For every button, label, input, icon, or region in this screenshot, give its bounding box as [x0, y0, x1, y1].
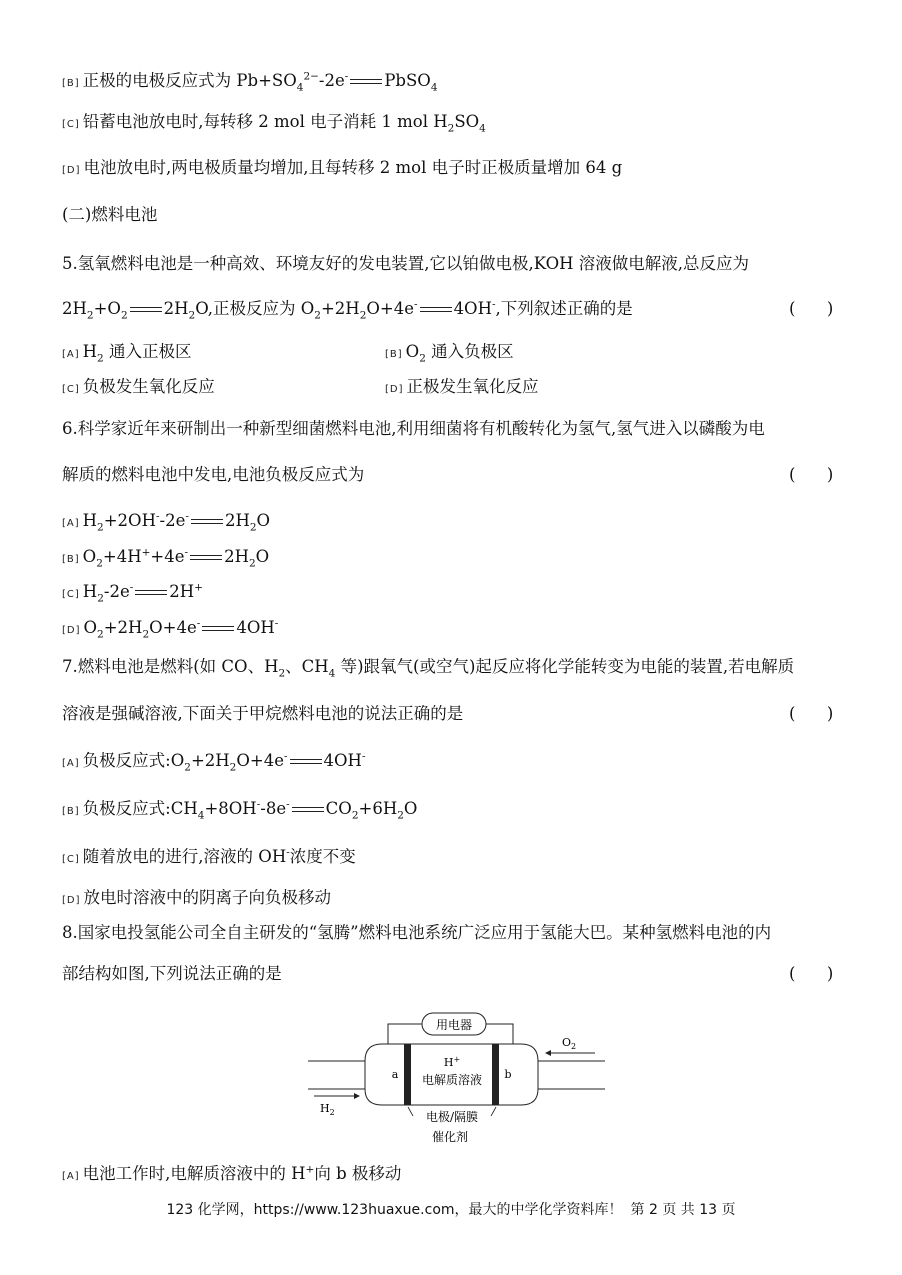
q6-option-d: [D] $O_2+2H_2O+4e^-$ 4OH-	[62, 617, 279, 641]
q6-option-a: [A] $H_2+2OH^--2e^-$ $2H_2O$	[62, 510, 271, 534]
q6-stem-line2: 解质的燃料电池中发电,电池负极反应式为	[62, 465, 365, 484]
h-plus-label: H+	[443, 1055, 461, 1069]
q4-option-b: [B] 正极的电极反应式为 $Pb+SO_4^{2-}-2e^-$ PbSO$_4$	[62, 70, 438, 94]
q8-stem-line2: 部结构如图,下列说法正确的是	[62, 964, 282, 983]
q4-option-c: [C] 铅蓄电池放电时,每转移 2 mol 电子消耗 1 mol $H_2SO_4$	[62, 112, 486, 135]
q8-stem-line1: 8.国家电投氢能公司全自主研发的“氢腾”燃料电池系统广泛应用于氢能大巴。某种氢燃料电池的内	[62, 923, 772, 942]
equals-arrow	[350, 79, 382, 84]
o2-label: $O_2$	[562, 1036, 577, 1051]
q7-stem-line1: 7.燃料电池是燃料(如 CO、$H_2$、$CH_4$ 等)跟氧气(或空气)起反应将化学能转变为电能的装置,若电解质	[62, 657, 795, 680]
q6-answer-paren: ( )	[789, 465, 834, 484]
h2-label: $H_2$	[320, 1102, 335, 1117]
q6-option-b: [B] $O_2+4H^++4e^-$ $2H_2O$	[62, 546, 270, 570]
q7-stem-line2: 溶液是强碱溶液,下面关于甲烷燃料电池的说法正确的是	[62, 704, 464, 723]
q5-stem-line1: 5.氢氧燃料电池是一种高效、环境友好的发电装置,它以铂做电极,KOH 溶液做电解液,总反应为	[62, 254, 750, 273]
electrolyte-label: 电解质溶液	[421, 1073, 483, 1087]
electrode-b	[492, 1044, 499, 1105]
q6-option-c: [C] $H_2-2e^-$ 2H+	[62, 581, 203, 605]
electrode-a	[404, 1044, 411, 1105]
q5-option-a: [A] $H_2$ 通入正极区	[62, 342, 192, 365]
q7-option-c: [C] 随着放电的进行,溶液的 OH-浓度不变	[62, 846, 356, 866]
q5-option-b: [B] $O_2$ 通入负极区	[385, 342, 514, 365]
q8-answer-paren: ( )	[789, 964, 834, 983]
fuel-cell-diagram	[300, 1008, 610, 1148]
section-title: (二)燃料电池	[62, 205, 158, 224]
electrode-a-label: a	[391, 1068, 399, 1081]
footer-site: 123 化学网，https://www.123huaxue.com，最大的中学化学资料库！	[166, 1202, 623, 1218]
h2-arrow-icon	[354, 1093, 360, 1099]
q8-option-a: [A] 电池工作时,电解质溶液中的 H+向 b 极移动	[62, 1163, 402, 1183]
q7-answer-paren: ( )	[789, 704, 834, 723]
q7-option-b: [B] 负极反应式$:CH_4+8OH^--8e^-$ $CO_2+6H_2O$	[62, 798, 418, 822]
page-footer	[0, 1201, 902, 1219]
device-label: 用电器	[435, 1018, 473, 1032]
electrode-b-label: b	[504, 1068, 512, 1081]
electrode-membrane-label: 电极/隔膜	[425, 1110, 479, 1124]
q7-option-d: [D] 放电时溶液中的阴离子向负极移动	[62, 888, 332, 907]
q5-option-d: [D] 正极发生氧化反应	[385, 377, 539, 396]
o2-arrow-icon	[545, 1050, 551, 1056]
q6-stem-line1: 6.科学家近年来研制出一种新型细菌燃料电池,利用细菌将有机酸转化为氢气,氢气进入以磷酸为电	[62, 419, 765, 438]
q5-stem-line2: $2H_2+O_2$ $2H_2O$,正极反应为 $O_2+2H_2O+4e^-$ 4OH-,下列叙述正确的是	[62, 298, 633, 322]
q4-option-d: [D] 电池放电时,两电极质量均增加,且每转移 2 mol 电子时正极质量增加 64 g	[62, 158, 623, 177]
catalyst-label: 催化剂	[431, 1130, 469, 1144]
q5-option-c: [C] 负极发生氧化反应	[62, 377, 215, 396]
footer-page: 第 2 页 共 13 页	[630, 1202, 736, 1218]
q7-option-a: [A] 负极反应式$:O_2+2H_2O+4e^-$ 4OH-	[62, 750, 366, 774]
q5-answer-paren: ( )	[789, 299, 834, 318]
